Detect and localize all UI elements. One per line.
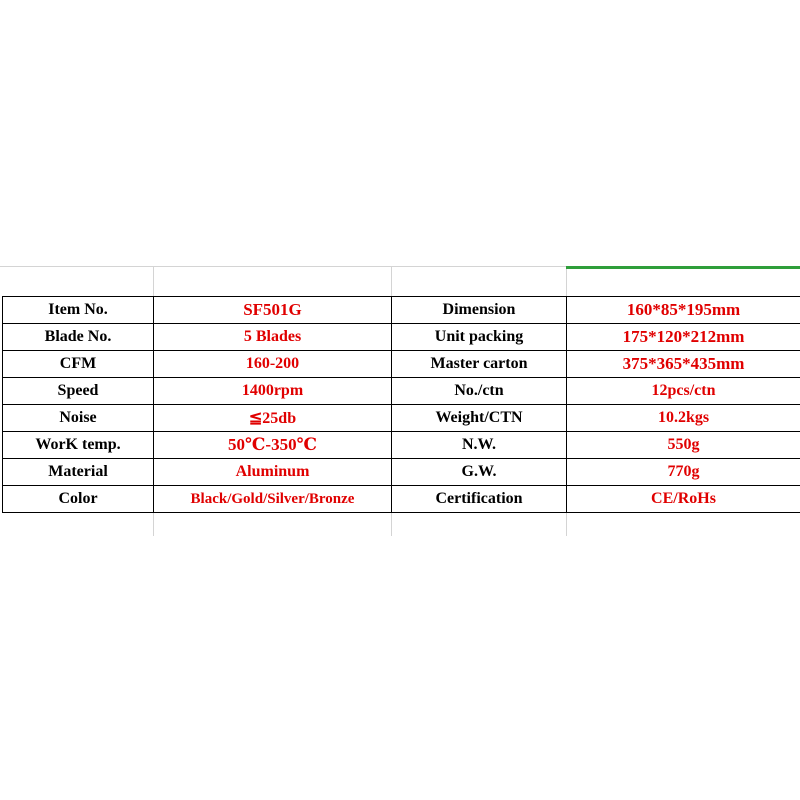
row-label-nw: N.W. (392, 432, 567, 459)
row-value-color: Black/Gold/Silver/Bronze (154, 486, 392, 513)
row-label-gw: G.W. (392, 459, 567, 486)
row-value-unit-packing: 175*120*212mm (567, 324, 800, 351)
table-row (3, 459, 800, 486)
table-row (3, 378, 800, 405)
row-value-material: Aluminum (154, 459, 392, 486)
table-row (3, 405, 800, 432)
row-value-cfm: 160-200 (154, 351, 392, 378)
row-value-item-no: SF501G (154, 297, 392, 324)
table-row (3, 486, 800, 513)
row-label-weight-ctn: Weight/CTN (392, 405, 567, 432)
row-value-certification: CE/RoHs (567, 486, 800, 513)
row-label-master-carton: Master carton (392, 351, 567, 378)
spreadsheet-area (0, 266, 800, 536)
table-row (3, 324, 800, 351)
table-row (3, 432, 800, 459)
row-value-blade-no: 5 Blades (154, 324, 392, 351)
row-label-speed: Speed (3, 378, 154, 405)
row-label-noise: Noise (3, 405, 154, 432)
table-row (3, 351, 800, 378)
row-value-work-temp: 50℃-350℃ (154, 432, 392, 459)
row-label-color: Color (3, 486, 154, 513)
row-value-gw: 770g (567, 459, 800, 486)
row-label-dimension: Dimension (392, 297, 567, 324)
row-label-cfm: CFM (3, 351, 154, 378)
row-label-work-temp: WorK temp. (3, 432, 154, 459)
row-value-nw: 550g (567, 432, 800, 459)
row-label-blade-no: Blade No. (3, 324, 154, 351)
row-label-certification: Certification (392, 486, 567, 513)
row-label-material: Material (3, 459, 154, 486)
row-value-weight-ctn: 10.2kgs (567, 405, 800, 432)
row-label-no-ctn: No./ctn (392, 378, 567, 405)
row-value-master-carton: 375*365*435mm (567, 351, 800, 378)
row-value-speed: 1400rpm (154, 378, 392, 405)
row-value-noise: ≦25db (154, 405, 392, 432)
spec-table (2, 296, 800, 513)
row-label-unit-packing: Unit packing (392, 324, 567, 351)
selected-cell-border (566, 266, 800, 269)
row-value-dimension: 160*85*195mm (567, 297, 800, 324)
row-value-no-ctn: 12pcs/ctn (567, 378, 800, 405)
row-label-item-no: Item No. (3, 297, 154, 324)
table-row (3, 297, 800, 324)
